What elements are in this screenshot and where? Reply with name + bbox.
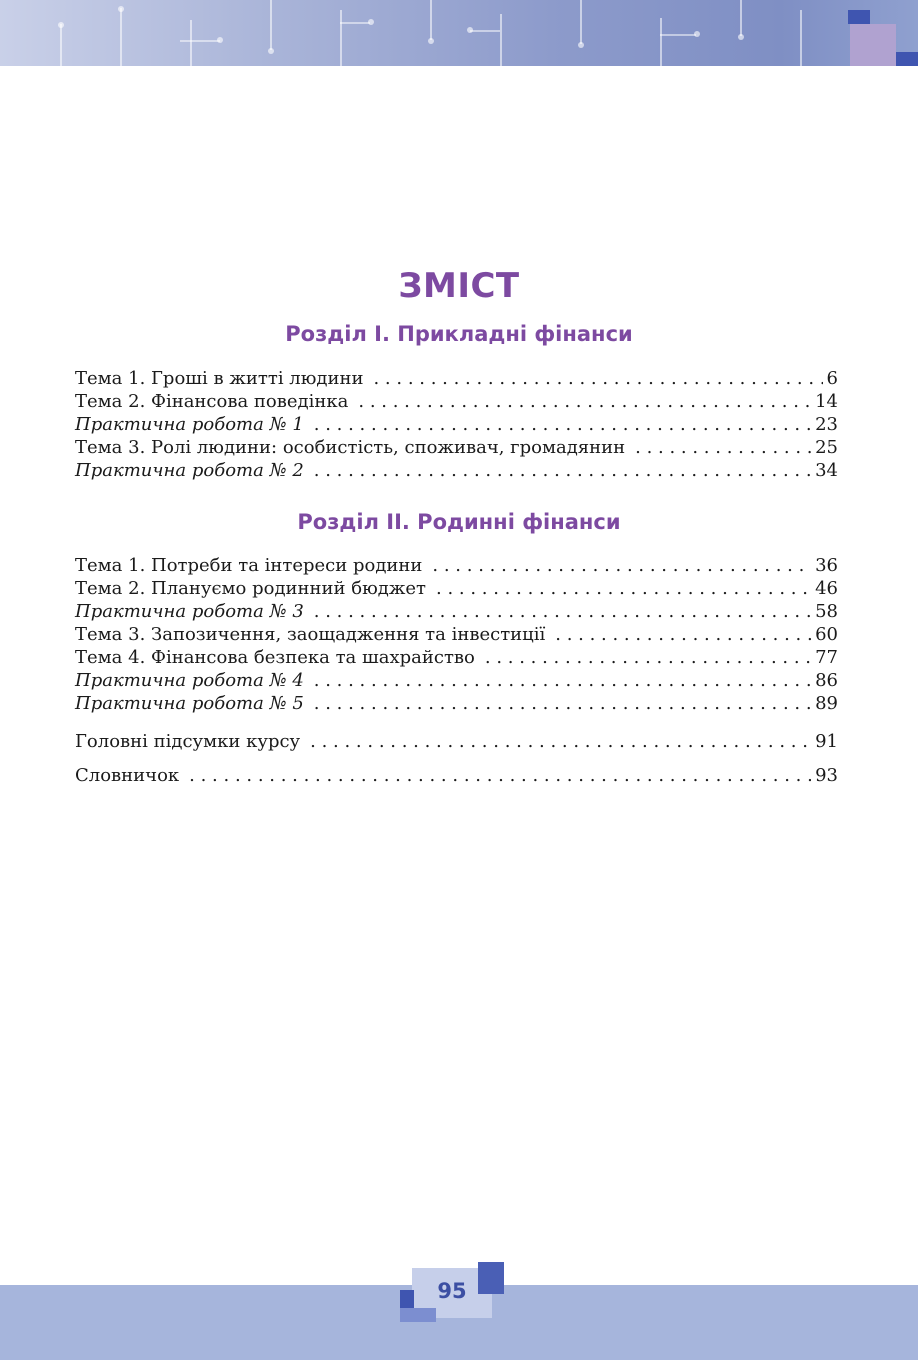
toc-entry-page: 58 — [815, 601, 838, 622]
toc-entry-label: Тема 4. Фінансова безпека та шахрайство — [75, 647, 475, 668]
toc-dot-leader — [373, 367, 822, 390]
toc-entry-page: 25 — [815, 437, 838, 458]
toc-entry[interactable] — [75, 646, 838, 669]
toc-dot-leader — [314, 600, 811, 623]
toc-entry-label: Тема 1. Гроші в житті людини — [75, 368, 364, 389]
toc-dot-leader — [358, 390, 811, 413]
toc-dot-leader — [314, 459, 811, 482]
page-number: 95 — [437, 1279, 467, 1303]
toc-dot-leader — [555, 623, 811, 646]
toc-entry-label: Практична робота № 4 — [75, 670, 304, 691]
toc-entry-label: Тема 1. Потреби та інтереси родини — [75, 555, 423, 576]
toc-entry-page: 86 — [815, 670, 838, 691]
toc-entry-label: Практична робота № 3 — [75, 601, 304, 622]
toc-section-1 — [75, 367, 838, 482]
toc-entry-page: 23 — [815, 414, 838, 435]
toc-entry[interactable] — [75, 692, 838, 715]
toc-entry-page: 46 — [815, 578, 838, 599]
toc-entry[interactable] — [75, 730, 838, 753]
toc-entry-page: 93 — [815, 765, 838, 786]
toc-dot-leader — [314, 413, 811, 436]
toc-entry[interactable] — [75, 554, 838, 577]
toc-entry[interactable] — [75, 436, 838, 459]
toc-dot-leader — [485, 646, 811, 669]
toc-entry-label: Практична робота № 2 — [75, 460, 304, 481]
toc-entry-label: Тема 2. Плануємо родинний бюджет — [75, 578, 427, 599]
toc-entry-page: 14 — [815, 391, 838, 412]
toc-entry-page: 36 — [815, 555, 838, 576]
toc-entry[interactable] — [75, 459, 838, 482]
toc-dot-leader — [314, 692, 811, 715]
toc-entry[interactable] — [75, 669, 838, 692]
toc-entry-page: 91 — [815, 731, 838, 752]
toc-entry-label: Практична робота № 5 — [75, 693, 304, 714]
toc-dot-leader — [310, 730, 811, 753]
toc-entry-page: 60 — [815, 624, 838, 645]
toc-dot-leader — [189, 764, 811, 787]
section-heading-2: Розділ ІІ. Родинні фінанси — [297, 510, 621, 534]
toc-dot-leader — [314, 669, 811, 692]
toc-dot-leader — [635, 436, 811, 459]
header-banner — [0, 0, 918, 66]
toc-entry-page: 34 — [815, 460, 838, 481]
toc-section-2 — [75, 554, 838, 715]
toc-entry-label: Тема 3. Запозичення, заощадження та інвестиції — [75, 624, 546, 645]
toc-entry[interactable] — [75, 764, 838, 787]
toc-entry-page: 6 — [826, 368, 838, 389]
toc-entry[interactable] — [75, 390, 838, 413]
section-heading-1: Розділ І. Прикладні фінанси — [285, 322, 633, 346]
toc-entry[interactable] — [75, 577, 838, 600]
toc-extra-1 — [75, 730, 838, 753]
toc-entry[interactable] — [75, 367, 838, 390]
toc-entry[interactable] — [75, 623, 838, 646]
toc-extra-2 — [75, 764, 838, 787]
toc-entry-label: Тема 3. Ролі людини: особистість, споживач, громадянин — [75, 437, 626, 458]
toc-entry-label: Тема 2. Фінансова поведінка — [75, 391, 349, 412]
toc-entry-page: 89 — [815, 693, 838, 714]
toc-entry-label: Головні підсумки курсу — [75, 731, 301, 752]
toc-entry[interactable] — [75, 600, 838, 623]
toc-dot-leader — [436, 577, 811, 600]
toc-entry-label: Словничок — [75, 765, 180, 786]
toc-dot-leader — [432, 554, 811, 577]
toc-entry-label: Практична робота № 1 — [75, 414, 304, 435]
toc-entry-page: 77 — [815, 647, 838, 668]
page-title: ЗМІСТ — [398, 266, 520, 306]
toc-entry[interactable] — [75, 413, 838, 436]
